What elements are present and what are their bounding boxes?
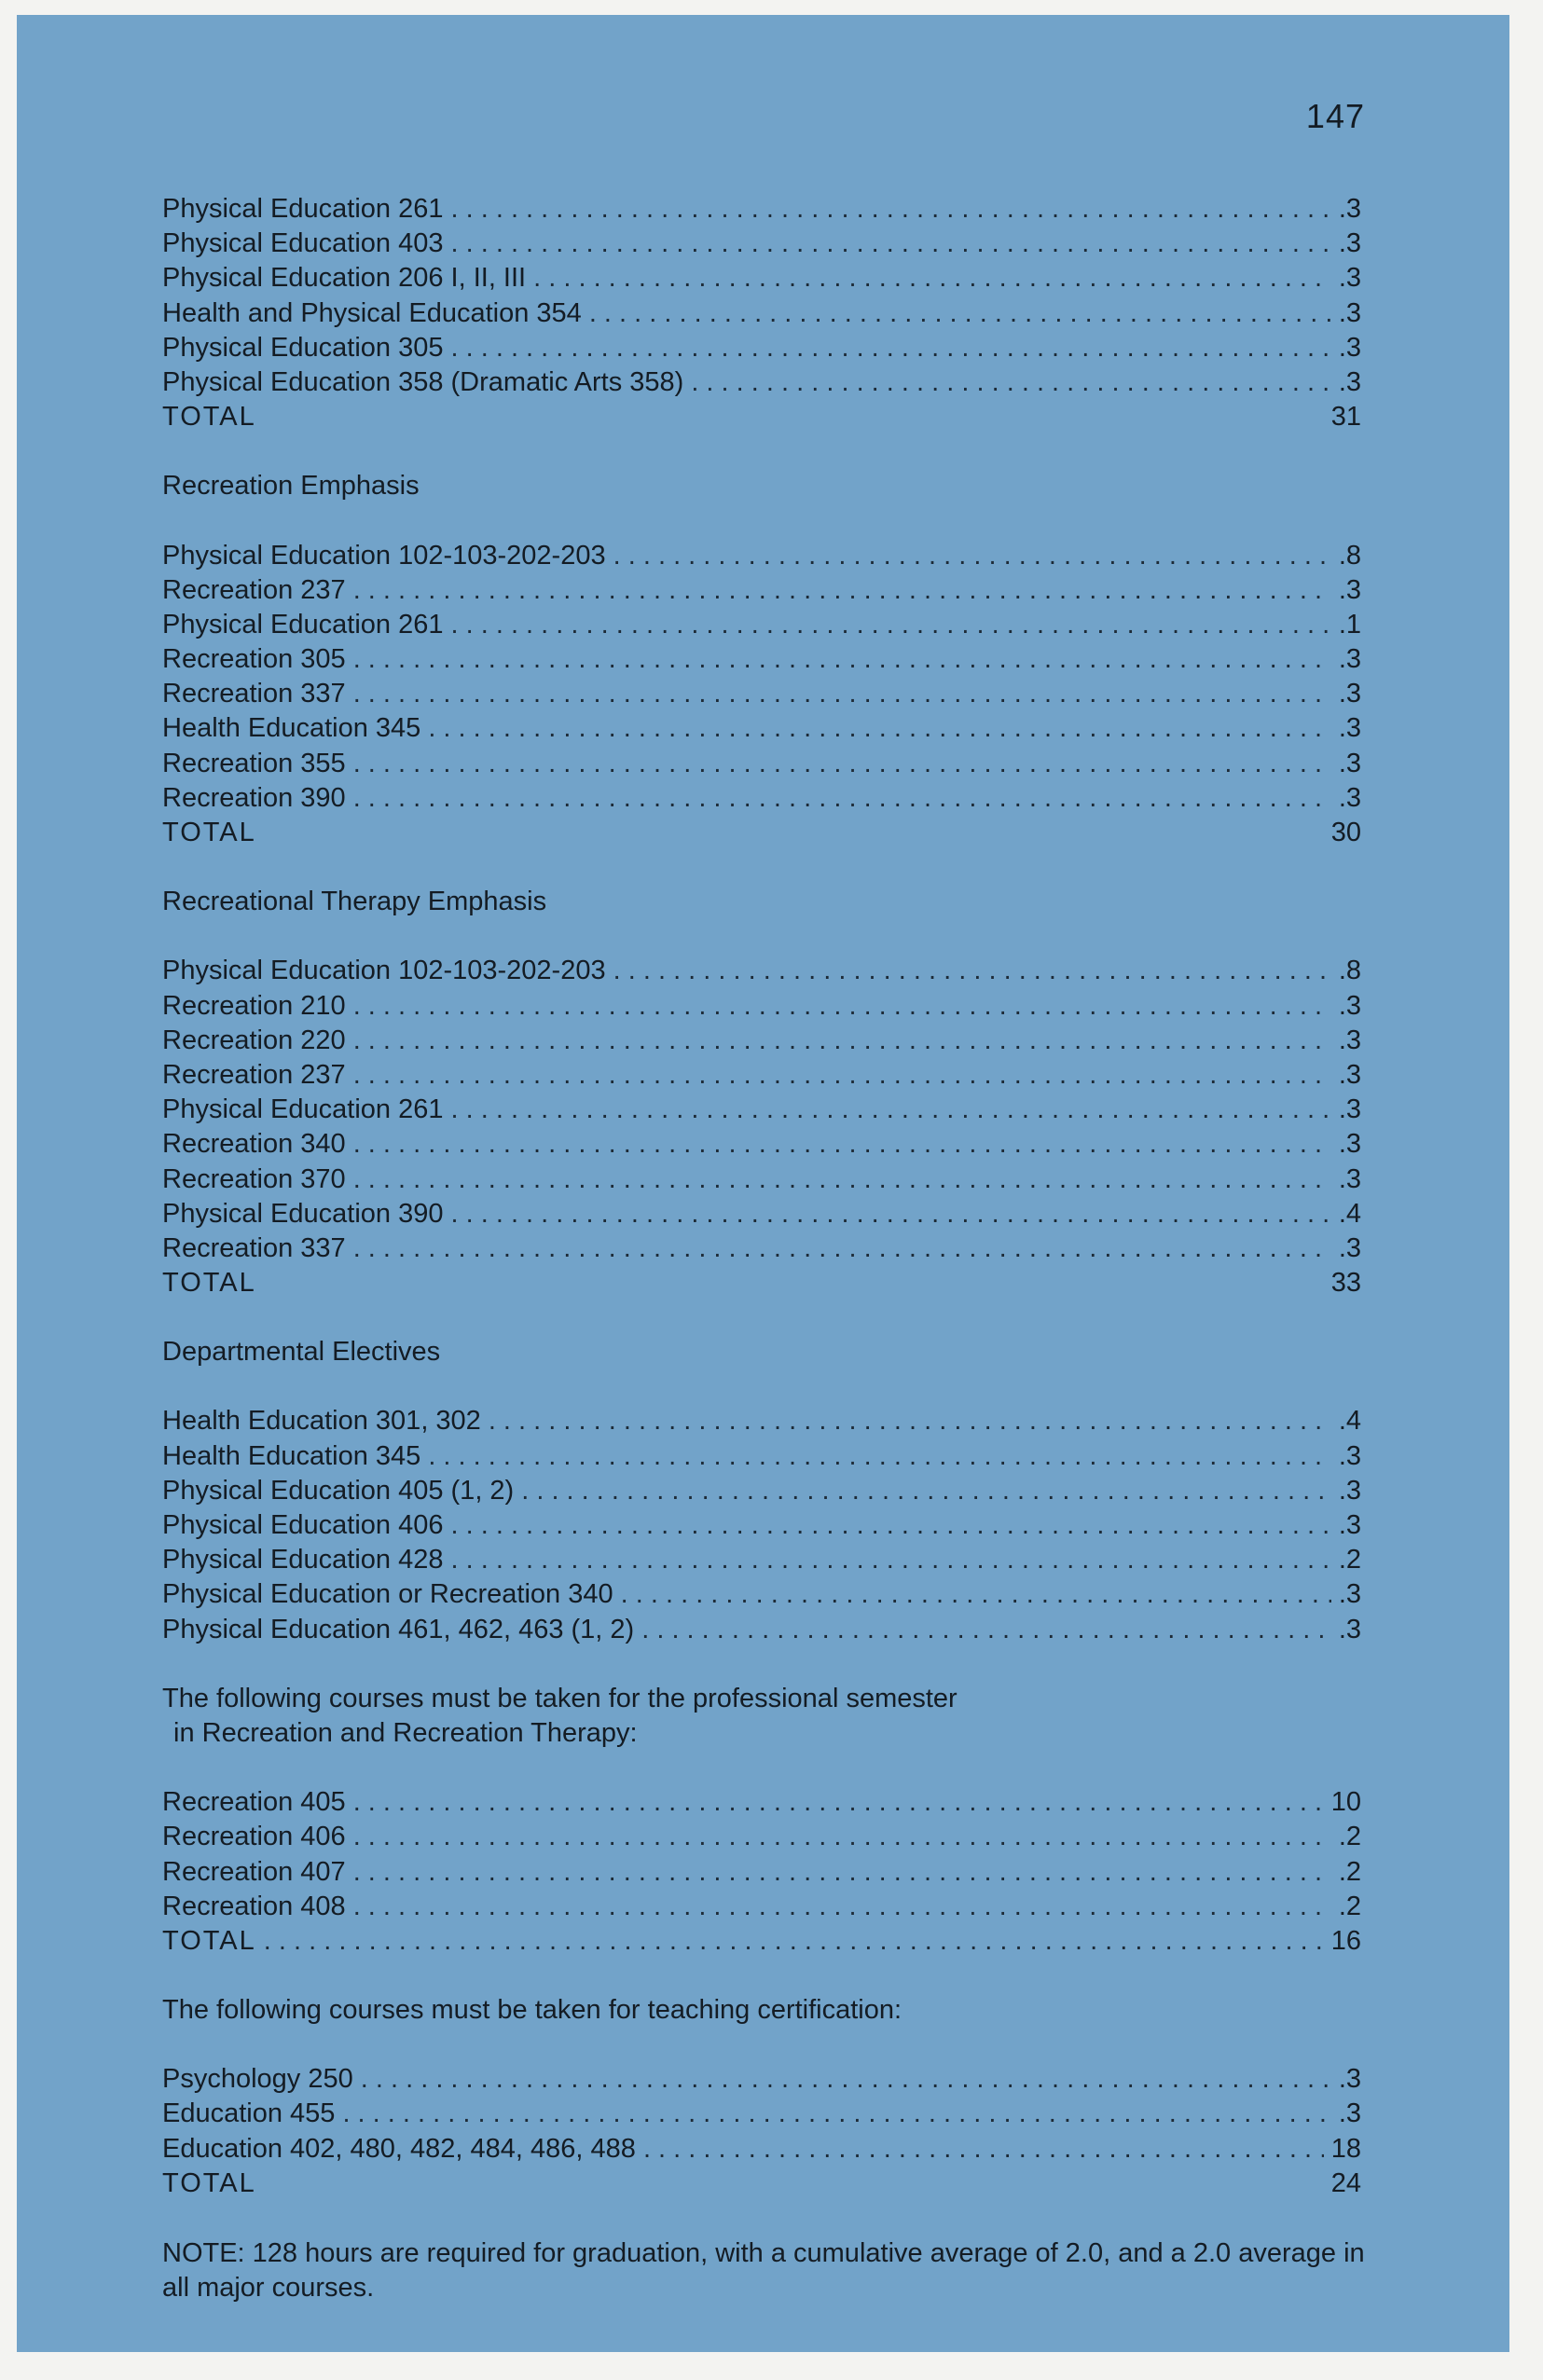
course-row [162,1855,1361,1890]
course-name: Recreation 237 [162,1059,346,1090]
total-label: TOTAL [162,2167,256,2198]
leader-dots [489,1404,1331,1438]
leader-dots [613,954,1331,988]
course-row [162,1162,1361,1197]
course-name: Education 402, 480, 482, 484, 486, 488 [162,2133,636,2164]
leader-dots [621,1577,1331,1612]
credit-hours: .3 [1338,2064,1361,2095]
credit-hours: .3 [1338,228,1361,259]
course-row [162,954,1361,988]
leader-dots [353,747,1331,781]
section-recreational-therapy [162,885,1361,1300]
course-name: Education 455 [162,2098,336,2129]
credit-hours: .3 [1338,644,1361,675]
credit-hours: .2 [1338,1545,1361,1575]
course-name: Health Education 345 [162,713,421,744]
leader-dots [641,1613,1331,1647]
leader-dots [450,1093,1330,1127]
course-name: Physical Education 358 (Dramatic Arts 358) [162,366,684,397]
total-row [162,816,1361,850]
course-row [162,2097,1361,2131]
credit-hours: .3 [1338,1025,1361,1055]
course-row [162,573,1361,608]
page-number: 147 [1305,97,1365,135]
course-name: Health Education 345 [162,1440,421,1471]
total-row [162,2167,1361,2201]
total-label: TOTAL [162,1925,256,1956]
leader-dots [342,2097,1330,2131]
credit-hours: .3 [1338,1475,1361,1506]
credit-hours: .3 [1338,748,1361,778]
course-row [162,608,1361,642]
credit-hours: .3 [1338,2098,1361,2129]
graduation-note: NOTE: 128 hours are required for graduation, with a cumulative average of 2.0, and a 2.0 average in all major courses. [162,2238,1365,2304]
leader-dots [428,711,1331,746]
course-row [162,2062,1361,2097]
section-heading: Recreational Therapy Emphasis [162,887,547,917]
section-continued [162,192,1361,434]
credit-hours: 18 [1330,2133,1361,2164]
section-heading: Departmental Electives [162,1337,441,1368]
course-name: Recreation 220 [162,1025,346,1055]
total-value: 24 [1330,2167,1361,2198]
course-row [162,1231,1361,1266]
total-value: 33 [1330,1268,1361,1299]
credit-hours: .3 [1338,782,1361,813]
credit-hours: .4 [1338,1198,1361,1229]
course-name: Recreation 337 [162,1232,346,1263]
credit-hours: .3 [1338,1094,1361,1125]
professional-intro [162,1682,1361,1751]
course-name: Physical Education 403 [162,228,444,259]
course-name: Recreation 210 [162,990,346,1021]
leader-dots [589,296,1331,331]
course-name: Recreation 305 [162,644,346,675]
course-name: Physical Education or Recreation 340 [162,1579,613,1610]
course-name: Physical Education 405 (1, 2) [162,1475,515,1506]
catalog-page [17,15,1509,2352]
course-row [162,227,1361,261]
leader-dots [450,1543,1330,1577]
course-row [162,2132,1361,2167]
total-label: TOTAL [162,402,256,433]
course-row [162,711,1361,746]
total-label: TOTAL [162,1268,256,1299]
credit-hours: .3 [1338,1059,1361,1090]
credit-hours: .3 [1338,297,1361,328]
course-name: Physical Education 461, 462, 463 (1, 2) [162,1614,635,1644]
credit-hours: .3 [1338,1163,1361,1194]
course-row [162,989,1361,1024]
course-row [162,1404,1361,1438]
leader-dots [353,677,1331,711]
course-row [162,296,1361,331]
credit-hours: .2 [1338,1856,1361,1887]
leader-dots [353,989,1331,1024]
leader-dots [361,2062,1331,2097]
intro-line-2: in Recreation and Recreation Therapy: [173,1717,638,1748]
course-row [162,1508,1361,1543]
course-name: Recreation 405 [162,1787,346,1818]
credit-hours: .8 [1338,956,1361,986]
total-label: TOTAL [162,818,256,847]
course-row [162,261,1361,296]
credit-hours: .3 [1338,1579,1361,1610]
course-row [162,1577,1361,1612]
section-teaching-certification [162,1993,1361,2201]
credit-hours: .4 [1338,1406,1361,1437]
credit-hours: .2 [1338,1891,1361,1921]
course-row [162,677,1361,711]
course-row [162,1820,1361,1854]
credit-hours: .3 [1338,713,1361,744]
total-value: 30 [1330,818,1361,847]
credit-hours: 10 [1330,1787,1361,1818]
course-row [162,192,1361,227]
course-name: Recreation 390 [162,782,346,813]
course-row [162,747,1361,781]
credit-hours: .8 [1338,540,1361,571]
course-name: Physical Education 428 [162,1545,444,1575]
course-row [162,1093,1361,1127]
certification-intro: The following courses must be taken for teaching certification: [162,1995,902,2026]
course-name: Physical Education 305 [162,332,444,363]
leader-dots [450,227,1330,261]
leader-dots [353,1127,1331,1162]
leader-dots [353,1162,1331,1197]
credit-hours: .3 [1338,574,1361,605]
credit-hours: .3 [1338,1440,1361,1471]
course-name: Recreation 337 [162,679,346,709]
course-row [162,1543,1361,1577]
course-row [162,1439,1361,1474]
course-row [162,331,1361,365]
leader-dots [533,261,1331,296]
course-row [162,1127,1361,1162]
course-row [162,642,1361,677]
course-row [162,781,1361,816]
credit-hours: .3 [1338,1232,1361,1263]
section-professional-semester [162,1682,1361,1959]
course-row [162,539,1361,573]
leader-dots [353,573,1331,608]
section-heading: Recreation Emphasis [162,471,420,502]
leader-dots [264,1924,1324,1959]
course-name: Recreation 355 [162,748,346,778]
course-row [162,1613,1361,1647]
course-name: Recreation 370 [162,1163,346,1194]
credit-hours: .3 [1338,366,1361,397]
course-row [162,365,1361,400]
leader-dots [450,608,1330,642]
intro-line-1: The following courses must be taken for the professional semester [162,1683,957,1713]
credit-hours: .3 [1338,990,1361,1021]
credit-hours: .3 [1338,263,1361,294]
course-name: Health and Physical Education 354 [162,297,582,328]
leader-dots [353,1890,1331,1924]
course-name: Recreation 237 [162,574,346,605]
leader-dots [428,1439,1331,1474]
total-row [162,400,1361,434]
course-row [162,1890,1361,1924]
total-value: 16 [1330,1925,1361,1956]
course-name: Recreation 407 [162,1856,346,1887]
course-name: Recreation 406 [162,1822,346,1852]
leader-dots [450,1508,1330,1543]
credit-hours: .1 [1338,609,1361,640]
course-row [162,1197,1361,1231]
course-name: Physical Education 206 I, II, III [162,263,527,294]
leader-dots [353,1785,1324,1820]
total-row [162,1266,1361,1300]
course-row [162,1474,1361,1508]
leader-dots [691,365,1331,400]
course-name: Health Education 301, 302 [162,1406,481,1437]
course-name: Physical Education 102-103-202-203 [162,956,606,986]
credit-hours: .3 [1338,1129,1361,1160]
course-name: Recreation 340 [162,1129,346,1160]
course-name: Physical Education 102-103-202-203 [162,540,606,571]
section-recreation-emphasis [162,469,1361,850]
course-name: Physical Education 261 [162,609,444,640]
leader-dots [353,1058,1331,1093]
leader-dots [353,1855,1331,1890]
course-name: Physical Education 261 [162,194,444,224]
course-name: Physical Education 406 [162,1510,444,1540]
course-row [162,1058,1361,1093]
course-name: Physical Education 390 [162,1198,444,1229]
credit-hours: .3 [1338,1614,1361,1644]
leader-dots [353,1820,1331,1854]
leader-dots [450,1197,1330,1231]
leader-dots [521,1474,1331,1508]
leader-dots [353,1024,1331,1058]
credit-hours: .3 [1338,332,1361,363]
total-row [162,1924,1361,1959]
course-row [162,1785,1361,1820]
leader-dots [613,539,1331,573]
credit-hours: .3 [1338,679,1361,709]
section-departmental-electives [162,1335,1361,1647]
course-name: Recreation 408 [162,1891,346,1921]
credit-hours: .3 [1338,1510,1361,1540]
credit-hours: .2 [1338,1822,1361,1852]
course-name: Psychology 250 [162,2064,353,2095]
leader-dots [353,781,1331,816]
course-name: Physical Education 261 [162,1094,444,1125]
leader-dots [353,642,1331,677]
course-requirements [162,192,1365,2305]
leader-dots [450,192,1330,227]
course-row [162,1024,1361,1058]
credit-hours: .3 [1338,194,1361,224]
total-value: 31 [1330,402,1361,433]
leader-dots [353,1231,1331,1266]
leader-dots [643,2132,1324,2167]
leader-dots [450,331,1330,365]
